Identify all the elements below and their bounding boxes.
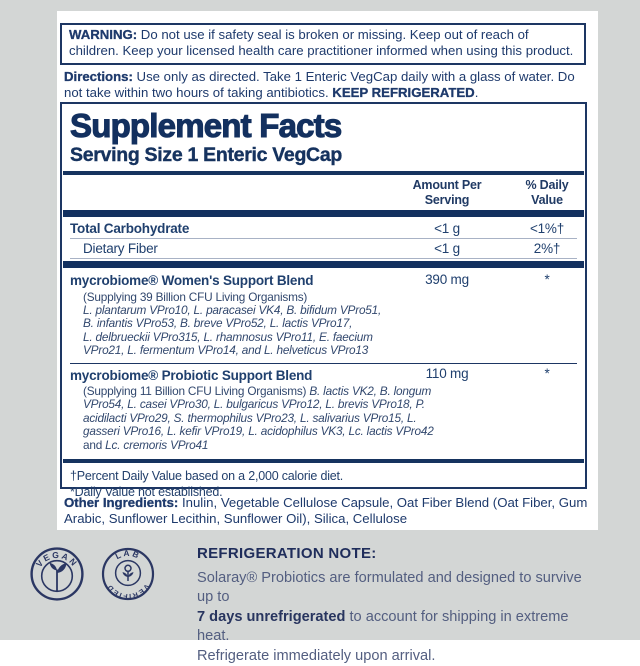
refrigeration-note <box>197 545 601 666</box>
directions-body: Use only as directed. Take 1 Enteric VegCap daily with a glass of water. Do not take within two hours of taking antibiotics. <box>64 69 575 100</box>
nutrient-row-dietary-fiber: Dietary Fiber <1 g 2%† <box>70 239 577 259</box>
lab-badge-top-text: LAB <box>113 547 143 562</box>
dv-value: * <box>544 271 550 287</box>
dv-value: <1%† <box>529 220 565 236</box>
serving-size: Serving Size 1 Enteric VegCap <box>70 144 342 166</box>
amount-value: 110 mg <box>425 366 469 382</box>
amount-value: <1 g <box>434 220 460 236</box>
other-ingredients-lead: Other Ingredients: <box>64 495 179 510</box>
thick-bar <box>63 210 584 217</box>
warning-body: Do not use if safety seal is broken or missing. Keep out of reach of children. Keep your licensed health care practitioner informed when using this product. <box>69 27 574 58</box>
svg-text:LAB <box>114 548 143 561</box>
daily-value-header: % Daily Value <box>525 178 569 207</box>
refrigeration-line-2: 7 days unrefrigerated to account for shipping in extreme heat. <box>197 608 569 645</box>
refrigeration-note-heading: REFRIGERATION NOTE: <box>197 545 377 562</box>
svg-text:VEGAN <box>34 550 80 569</box>
facts-column-headers <box>70 178 577 208</box>
directions-period: . <box>474 85 479 100</box>
divider-rule <box>63 171 584 175</box>
probiotic-support-blend-section <box>70 365 577 455</box>
refrigeration-line-3: Refrigerate immediately upon arrival. <box>197 647 436 664</box>
nutrient-row-total-carbohydrate: Total Carbohydrate <1 g <1%† <box>70 219 577 239</box>
warning-lead: WARNING: <box>69 27 138 42</box>
label-panel <box>57 11 598 530</box>
blend-species-list: (Supplying 11 Billion CFU Living Organisms) B. lactis VK2, B. longum VPro54, L. casei VPro30, L. bulgaricus VPro12, L. brevis VPro18, P. acidilacti VPro29, S. thermophilus VPro23, L. salivarius VPro15, L. gasseri VPro16, L. kefir VPro19, L. acidophilus VK3, Lc. lactis VPro42 and Lc. cremoris VPro41 <box>83 384 434 452</box>
lab-badge-bottom-text: VERIFIED <box>104 582 152 602</box>
supplement-facts-title: Supplement Facts <box>70 107 342 144</box>
blend-heading-row: mycrobiome® Women's Support Blend 390 mg * <box>70 270 577 291</box>
amount-value: <1 g <box>434 240 460 256</box>
seven-days-bold: 7 days unrefrigerated <box>197 608 346 625</box>
lab-verified-badge-icon <box>100 546 156 602</box>
amount-per-serving-header: Amount Per Serving <box>412 178 482 207</box>
warning-text <box>69 27 577 59</box>
dv-value: * <box>544 366 550 382</box>
other-ingredients-text <box>64 495 590 527</box>
supplement-facts-panel <box>60 102 587 500</box>
womens-support-blend-section <box>70 270 577 360</box>
vegan-badge-text: VEGAN <box>33 549 81 570</box>
other-ingredients-body: Inulin, Vegetable Cellulose Capsule, Oat Fiber Blend (Oat Fiber, Gum Arabic, Sunflower Lecithin, Sunflower Oil), Silica, Cellulose <box>64 495 588 526</box>
footnote-daily-value: †Percent Daily Value based on a 2,000 calorie diet. <box>70 469 344 484</box>
blend-separator <box>70 363 577 364</box>
refrigeration-line-1: Solaray® Probiotics are formulated and designed to survive up to <box>197 570 582 606</box>
dv-value: 2%† <box>533 240 561 256</box>
directions-lead: Directions: <box>64 69 133 84</box>
amount-value: 390 mg <box>425 271 469 287</box>
footnote-not-established: *Daily Value not established. <box>70 485 223 500</box>
warning-box <box>60 23 586 65</box>
thick-bar <box>63 261 584 268</box>
vegan-badge-icon <box>29 546 85 602</box>
directions-text <box>64 69 588 101</box>
blend-species-list: (Supplying 39 Billion CFU Living Organisms) L. plantarum VPro10, L. paracasei VK4, B. bifidum VPro51, B. infantis VPro53, B. breve VPro52, L. lactis VPro17, L. delbrueckii VPro315, L. rhamnosus VPro11, E. faecium VPro21, L. fermentum VPro14, and L. helveticus VPro13 <box>83 289 382 358</box>
keep-refrigerated: KEEP REFRIGERATED <box>332 85 475 100</box>
blend-heading-row: mycrobiome® Probiotic Support Blend 110 mg * <box>70 365 577 386</box>
